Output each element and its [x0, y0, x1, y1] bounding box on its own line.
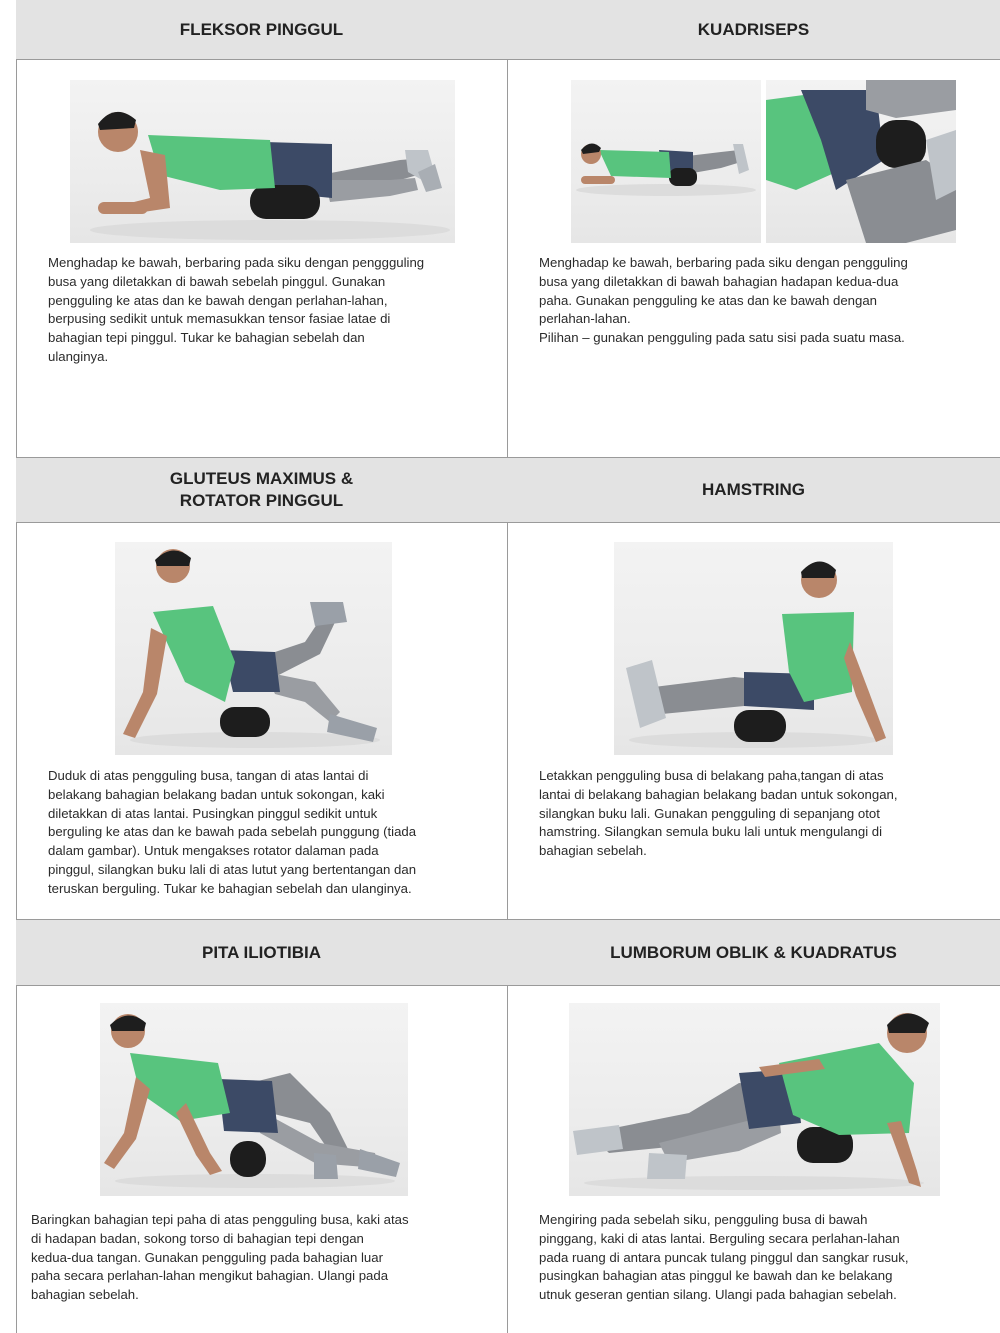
- column-divider: [507, 0, 508, 1333]
- description-fleksor-pinggul: Menghadap ke bawah, berbaring pada siku dengan penggguling busa yang diletakkan di bawah sebelah pinggul. Gunakan pengguling ke atas dan ke bawah dengan perlahan-lahan, berpusing sedikit untuk memasukkan tensor fasiae latae di bahagian tepi pinggul. Tukar ke bahagian sebelah dan ulanginya.: [48, 255, 425, 364]
- section-title-kuadriseps: KUADRISEPS: [697, 19, 810, 39]
- section-title-gluteus: [16, 458, 507, 522]
- photo-fleksor-pinggul: [70, 80, 455, 243]
- photo-lumborum: [569, 1003, 940, 1196]
- row-3-header: [16, 919, 1000, 986]
- photo-gluteus: [115, 542, 392, 755]
- section-title-pita-iliotibia: PITA ILIOTIBIA: [202, 942, 321, 962]
- description-gluteus: Duduk di atas pengguling busa, tangan di atas lantai di belakang bahagian belakang badan untuk sokongan, kaki diletakkan di atas lantai. Pusingkan pinggul sedikit untuk berguling ke atas dan ke bawah pada sebelah punggung (tiada dalam gambar). Untuk mengakses rotator dalaman pada pinggul, silangkan buku lali di atas lutut yang bertentangan dan teruskan berguling. Tukar ke bahagian sebelah dan ulanginya.: [48, 768, 417, 896]
- section-title-lumborum: LUMBORUM OBLIK & KUADRATUS: [610, 942, 897, 962]
- photo-kuadriseps-full: [571, 80, 761, 243]
- row-1-header: [16, 0, 1000, 60]
- row-2-header: [16, 457, 1000, 523]
- section-title-fleksor-pinggul: FLEKSOR PINGGUL: [179, 19, 344, 39]
- description-kuadriseps: Menghadap ke bawah, berbaring pada siku dengan pengguling busa yang diletakkan di bawah bahagian hadapan kedua-dua paha. Gunakan pengguling ke atas dan ke bawah dengan perlahan-lahan. Pilihan – gunakan pengguling pada satu sisi pada suatu masa.: [539, 255, 908, 346]
- description-pita-iliotibia: Baringkan bahagian tepi paha di atas pengguling busa, kaki atas di hadapan badan, sokong torso di bahagian tepi dengan kedua-dua tangan. Gunakan pengguling pada bahagian luar paha secara perlahan-lahan mengikut bahagian. Ulangi pada bahagian sebelah.: [31, 1212, 409, 1303]
- photo-kuadriseps-closeup: [766, 80, 956, 243]
- photo-pita-iliotibia: [100, 1003, 408, 1196]
- section-title-line: ROTATOR PINGGUL: [179, 491, 344, 510]
- photo-hamstring: [614, 542, 893, 755]
- section-title-hamstring: HAMSTRING: [702, 480, 805, 499]
- description-lumborum: Mengiring pada sebelah siku, pengguling busa di bawah pinggang, kaki di atas lantai. Berguling secara perlahan-lahan pada ruang di antara puncak tulang pinggul dan sangkar rusuk, pusingkan bahagian atas pinggul ke bawah dan ke belakang utnuk geseran gentian silang. Ulangi pada bahagian sebelah.: [539, 1212, 909, 1303]
- description-hamstring: Letakkan pengguling busa di belakang paha,tangan di atas lantai di belakang bahagian belakang badan untuk sokongan, silangkan buku lali. Gunakan pengguling di sepanjang otot hamstring. Silangkan semula buku lali untuk mengulangi di bahagian sebelah.: [539, 768, 898, 859]
- section-title-line: GLUTEUS MAXIMUS &: [169, 469, 354, 488]
